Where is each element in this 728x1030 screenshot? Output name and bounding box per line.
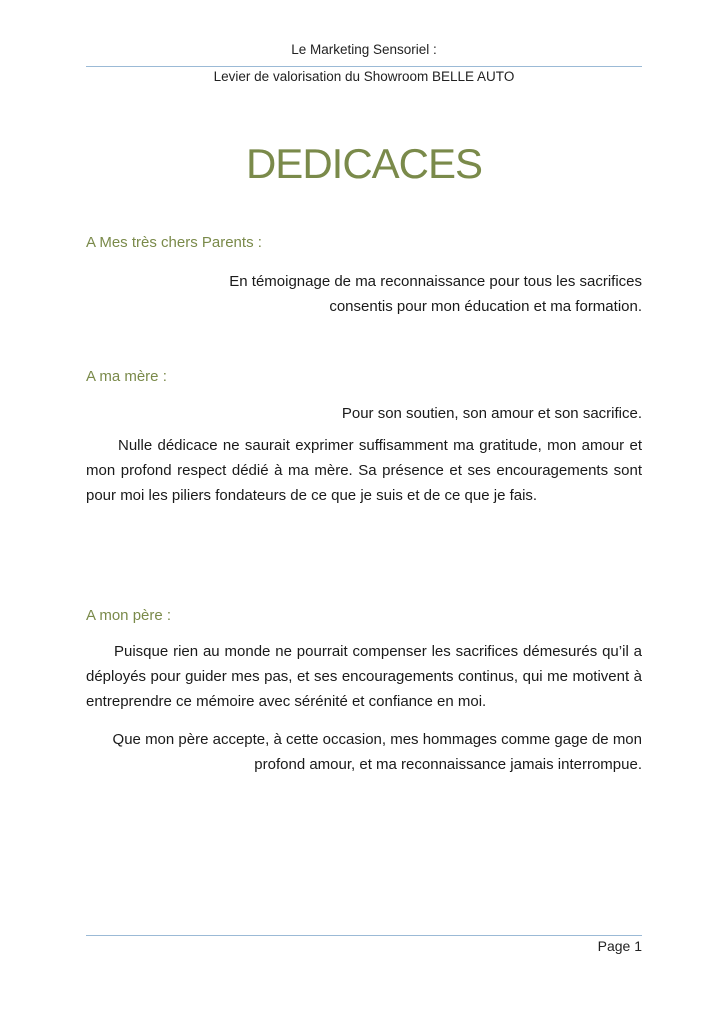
pere-paragraph-2: Que mon père accepte, à cette occasion, mes hommages comme gage de mon profond amour, et ma reconnaissance jamais interrompue. xyxy=(112,731,642,773)
mere-line: Pour son soutien, son amour et son sacrifice. xyxy=(341,405,642,422)
header-line-2: Levier de valorisation du Showroom BELLE AUTO xyxy=(213,69,515,84)
header-rule xyxy=(86,66,642,67)
pere-paragraph-1: Puisque rien au monde ne pourrait compenser les sacrifices démesurés qu’il a déployés pour guider mes pas, et ses encouragements continus, qui me motivent à entreprendre ce mémoire avec sérénité et confiance en moi. xyxy=(86,643,642,710)
page-number: Page 1 xyxy=(597,938,642,954)
section-heading-mere: A ma mère : xyxy=(86,368,167,385)
section-heading-pere: A mon père : xyxy=(86,607,172,624)
parents-paragraph: En témoignage de ma reconnaissance pour tous les sacrifices consentis pour mon éducation et ma formation. xyxy=(229,273,642,315)
footer-rule xyxy=(86,935,642,936)
page-title: DEDICACES xyxy=(245,140,483,187)
section-heading-parents: A Mes très chers Parents : xyxy=(86,234,262,251)
header-line-1: Le Marketing Sensoriel : xyxy=(291,42,437,57)
mere-paragraph: Nulle dédicace ne saurait exprimer suffisamment ma gratitude, mon amour et mon profond respect dédié à ma mère. Sa présence et ses encouragements sont pour moi les piliers fondateurs de ce que je suis et de ce que je fais. xyxy=(86,437,642,504)
